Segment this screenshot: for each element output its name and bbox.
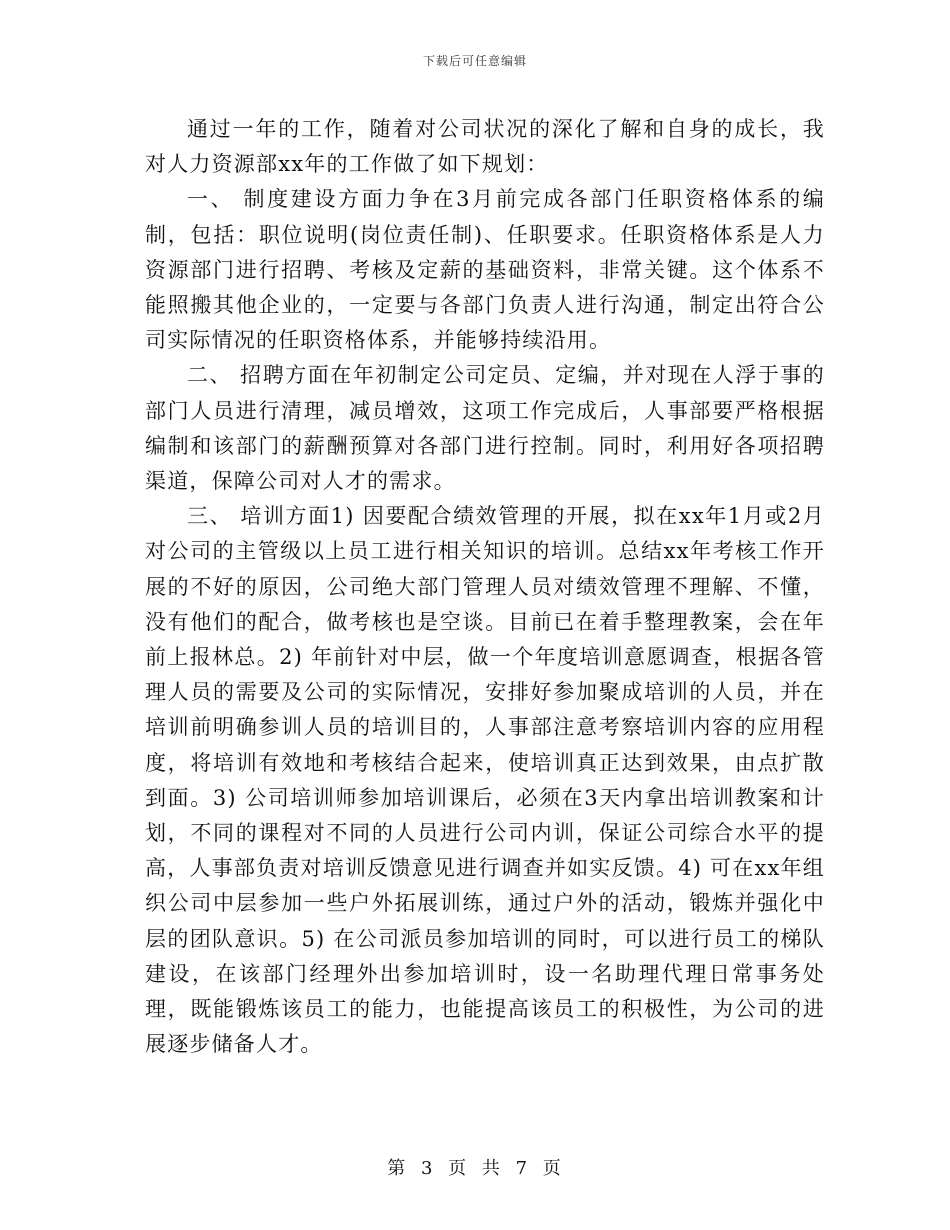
document-body — [145, 112, 825, 1062]
paragraph-system-building: 一、 制度建设方面力争在3月前完成各部门任职资格体系的编制，包括：职位说明(岗位责任制)、任职要求。任职资格体系是人力资源部门进行招聘、考核及定薪的基础资料，非常关键。这个体系不能照搬其他企业的，一定要与各部门负责人进行沟通，制定出符合公司实际情况的任职资格体系，并能够持续沿用。 — [145, 187, 825, 353]
paragraph-recruitment: 二、 招聘方面在年初制定公司定员、定编，并对现在人浮于事的部门人员进行清理，减员增效，这项工作完成后，人事部要严格根据编制和该部门的薪酬预算对各部门进行控制。同时，利用好各项招聘渠道，保障公司对人才的需求。 — [145, 363, 825, 494]
paragraph-training: 三、 培训方面1) 因要配合绩效管理的开展，拟在xx年1月或2月对公司的主管级以上员工进行相关知识的培训。总结xx年考核工作开展的不好的原因，公司绝大部门管理人员对绩效管理不理解、不懂，没有他们的配合，做考核也是空谈。目前已在着手整理教案，会在年前上报林总。2) 年前针对中层，做一个年度培训意愿调查，根据各管理人员的需要及公司的实际情况，安排好参加聚成培训的人员，并在培训前明确参训人员的培训目的，人事部注意考察培训内容的应用程度，将培训有效地和考核结合起来，使培训真正达到效果，由点扩散到面。3) 公司培训师参加培训课后，必须在3天内拿出培训教案和计划，不同的课程对不同的人员进行公司内训，保证公司综合水平的提高，人事部负责对培训反馈意见进行调查并如实反馈。4) 可在xx年组织公司中层参加一些户外拓展训练，通过户外的活动，锻炼并强化中层的团队意识。5) 在公司派员参加培训的同时，可以进行员工的梯队建设，在该部门经理外出参加培训时，设一名助理代理日常事务处理，既能锻炼该员工的能力，也能提高该员工的积极性，为公司的进展逐步储备人才。 — [145, 504, 825, 1057]
page-header-note: 下载后可任意编辑 — [422, 54, 527, 68]
paragraph-intro: 通过一年的工作，随着对公司状况的深化了解和自身的成长，我对人力资源部xx年的工作做了如下规划： — [145, 117, 825, 177]
page-number-footer: 第 3 页 共 7 页 — [387, 1158, 563, 1179]
